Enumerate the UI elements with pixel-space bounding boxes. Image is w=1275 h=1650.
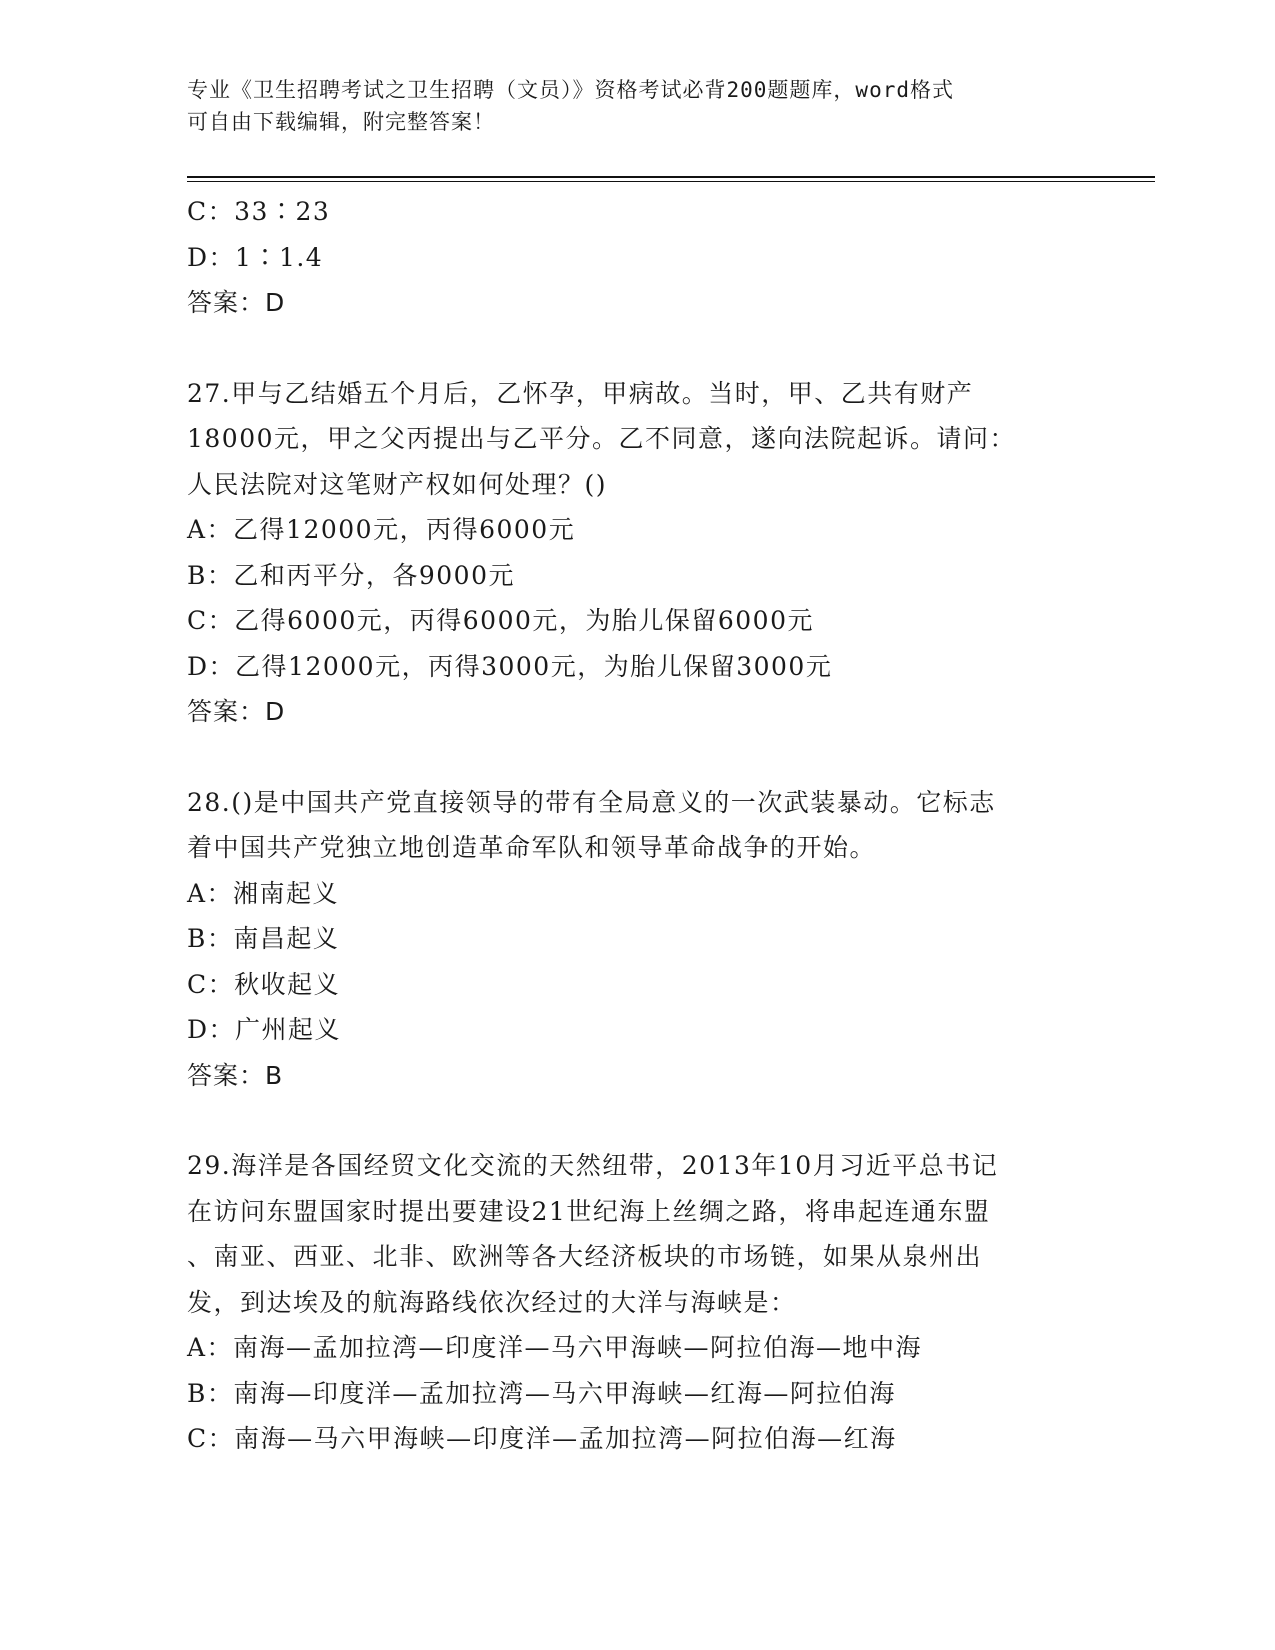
question-spacer — [187, 1098, 1087, 1143]
option-c: C：乙得6000元，丙得6000元，为胎儿保留6000元 — [187, 606, 814, 635]
header-divider-thin — [187, 181, 1155, 182]
question-29 — [187, 1143, 1087, 1462]
question-spacer — [187, 735, 1087, 780]
question-text-line: 人民法院对这笔财产权如何处理？() — [187, 469, 608, 499]
option-a: A：湘南起义 — [187, 878, 340, 908]
question-text-line: 、南亚、西亚、北非、欧洲等各大经济板块的市场链，如果从泉州出 — [187, 1242, 983, 1271]
question-text-line: 着中国共产党独立地创造革命军队和领导革命战争的开始。 — [187, 833, 877, 862]
header-title-line-2: 可自由下载编辑，附完整答案！ — [187, 110, 495, 134]
question-list — [187, 189, 1087, 1462]
answer-line: 答案：D — [187, 288, 286, 317]
option-a: A：南海—孟加拉湾—印度洋—马六甲海峡—阿拉伯海—地中海 — [187, 1333, 923, 1362]
option-c: C：秋收起义 — [187, 969, 341, 999]
option-b: B：乙和丙平分，各9000元 — [187, 560, 515, 590]
question-26-tail — [187, 189, 1087, 326]
question-text-line: 在访问东盟国家时提出要建设21世纪海上丝绸之路，将串起连通东盟 — [187, 1196, 991, 1226]
option-a: A：乙得12000元，丙得6000元 — [187, 515, 576, 544]
header-title-line-1: 专业《卫生招聘考试之卫生招聘（文员）》资格考试必背200题题库，word格式 — [187, 78, 954, 102]
question-text-line: 27.甲与乙结婚五个月后，乙怀孕，甲病故。当时，甲、乙共有财产 — [187, 378, 974, 408]
option-d: D：1∶1.4 — [187, 242, 324, 272]
question-27 — [187, 371, 1087, 735]
question-28 — [187, 780, 1087, 1099]
option-b: B：南海—印度洋—孟加拉湾—马六甲海峡—红海—阿拉伯海 — [187, 1378, 896, 1408]
option-c: C：南海—马六甲海峡—印度洋—孟加拉湾—阿拉伯海—红海 — [187, 1424, 897, 1453]
document-header — [187, 74, 1067, 138]
option-c: C：33∶23 — [187, 197, 331, 226]
header-divider-thick — [187, 176, 1155, 178]
option-d: D：乙得12000元，丙得3000元，为胎儿保留3000元 — [187, 651, 833, 681]
question-text-line: 18000元，甲之父丙提出与乙平分。乙不同意，遂向法院起诉。请问： — [187, 424, 1017, 453]
option-b: B：南昌起义 — [187, 924, 340, 953]
option-d: D：广州起义 — [187, 1015, 342, 1044]
question-text-line: 发，到达埃及的航海路线依次经过的大洋与海峡是： — [187, 1287, 797, 1317]
question-text-line: 29.海洋是各国经贸文化交流的天然纽带，2013年10月习近平总书记 — [187, 1151, 999, 1180]
question-spacer — [187, 326, 1087, 371]
question-text-line: 28.()是中国共产党直接领导的带有全局意义的一次武装暴动。它标志 — [187, 787, 996, 817]
answer-line: 答案：B — [187, 1060, 284, 1090]
answer-line: 答案：D — [187, 697, 286, 726]
